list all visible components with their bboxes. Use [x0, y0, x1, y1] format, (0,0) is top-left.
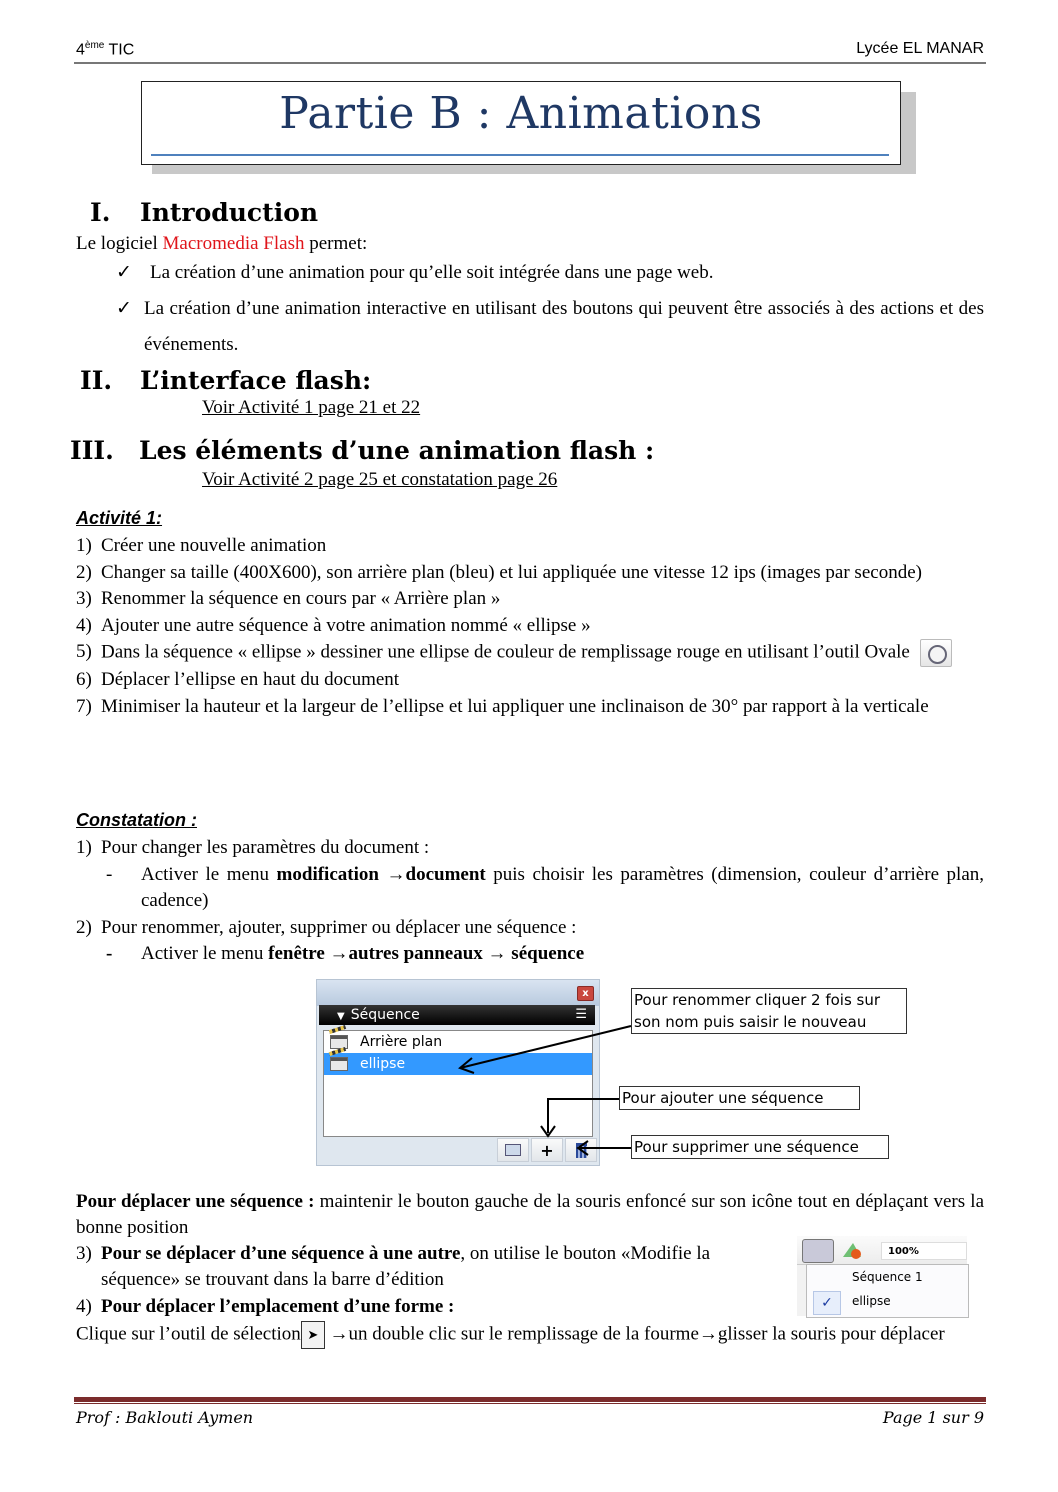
list-item: 3) Renommer la séquence en cours par « Arrière plan »: [76, 588, 501, 609]
menu-item-sequence-1[interactable]: Séquence 1: [852, 1270, 923, 1284]
list-item: 4) Ajouter une autre séquence à votre animation nommé « ellipse »: [76, 614, 591, 636]
collapse-triangle-icon[interactable]: ▼: [337, 1011, 345, 1022]
edit-symbol-icon[interactable]: [841, 1239, 865, 1261]
page-title: Partie B : Animations: [279, 88, 763, 139]
bullet-item: ✓ La création d’une animation pour qu’elle soit intégrée dans une page web.: [116, 260, 984, 286]
list-item: 4) Pour déplacer l’emplacement d’une forme :: [76, 1296, 455, 1317]
software-name: Macromedia Flash: [162, 233, 305, 254]
sequence-item-arriere-plan[interactable]: Arrière plan: [324, 1031, 592, 1053]
checkmark-icon: ✓: [116, 298, 132, 319]
edit-bar-screenshot: [797, 1236, 967, 1316]
list-item: 6) Déplacer l’ellipse en haut du document: [76, 669, 400, 690]
close-icon[interactable]: x: [577, 986, 594, 1001]
footer-rule: [74, 1397, 986, 1402]
checkmark-icon: ✓: [116, 262, 132, 283]
intro-text: Le logiciel Macromedia Flash permet:: [76, 233, 368, 254]
list-item: 5) Dans la séquence « ellipse » dessiner une ellipse de couleur de remplissage rouge en utilisant l’outil Ovale: [76, 639, 984, 667]
panel-title: Séquence: [350, 1007, 420, 1023]
selection-tool-paragraph: Clique sur l’outil de sélection ➤ →un double clic sur le remplissage de la fourme→glisser la souris pour déplacer: [76, 1321, 984, 1349]
activity-heading: Activité 1:: [76, 508, 163, 528]
activity-reference-link[interactable]: Voir Activité 1 page 21 et 22: [202, 397, 421, 418]
section-heading-introduction: I. Introduction: [90, 198, 319, 227]
selection-arrow-icon: ➤: [301, 1321, 325, 1349]
list-item: 2) Changer sa taille (400X600), son arrière plan (bleu) et lui appliquée une vitesse 12 ips (images par seconde): [76, 561, 922, 583]
panel-menu-icon[interactable]: ☰: [575, 1007, 587, 1022]
scene-dropdown-menu: [806, 1264, 969, 1318]
list-item: 2) Pour renommer, ajouter, supprimer ou déplacer une séquence :: [76, 916, 577, 938]
footer-page-number: Page 1 sur 9: [882, 1408, 984, 1427]
callout-rename: Pour renommer cliquer 2 fois sur son nom puis saisir le nouveau: [631, 988, 907, 1034]
edit-bar: [797, 1236, 967, 1265]
menu-item-ellipse[interactable]: ellipse: [852, 1294, 891, 1308]
move-sequence-paragraph: Pour déplacer une séquence : maintenir le bouton gauche de la souris enfoncé sur son icône tout en déplaçant vers la bonne position: [76, 1191, 984, 1238]
list-subitem: - Activer le menu fenêtre →autres panneaux → séquence: [106, 943, 585, 964]
list-item: 7) Minimiser la hauteur et la largeur de l’ellipse et lui appliquer une inclinaison de 30° par rapport à la verticale: [76, 695, 929, 717]
list-item: 1) Créer une nouvelle animation: [76, 535, 327, 556]
add-scene-button[interactable]: +: [531, 1138, 563, 1162]
callout-add: Pour ajouter une séquence: [619, 1086, 860, 1110]
zoom-field[interactable]: 100%: [881, 1242, 967, 1260]
header-class: 4ème TIC: [76, 40, 135, 59]
activity-reference-link[interactable]: Voir Activité 2 page 25 et constatation page 26: [202, 469, 558, 490]
sequence-item-ellipse[interactable]: ellipse: [324, 1053, 592, 1075]
list-item: 1) Pour changer les paramètres du document :: [76, 837, 430, 858]
footer-rule: [74, 1403, 986, 1404]
section-heading-elements: III. Les éléments d’une animation flash :: [70, 436, 655, 465]
edit-scene-button[interactable]: [802, 1239, 834, 1263]
callout-delete: Pour supprimer une séquence: [631, 1135, 889, 1159]
header-school: Lycée EL MANAR: [856, 40, 984, 57]
list-item: 3) Pour se déplacer d’une séquence à une autre, on utilise le bouton «Modifie la séquence» se trouvant dans la barre d’édition: [76, 1243, 711, 1290]
section-heading-interface: II. L’interface flash:: [80, 366, 372, 395]
constatation-heading: Constatation :: [76, 810, 197, 830]
footer-author: Prof : Baklouti Aymen: [76, 1408, 254, 1427]
checkmark-icon: ✓: [813, 1291, 841, 1315]
bullet-item: ✓ La création d’une animation interactive en utilisant des boutons qui peuvent être associés à des actions et des événements.: [116, 291, 984, 363]
list-subitem: - Activer le menu modification →document puis choisir les paramètres (dimension, couleur d’arrière plan, cadence): [106, 863, 985, 911]
